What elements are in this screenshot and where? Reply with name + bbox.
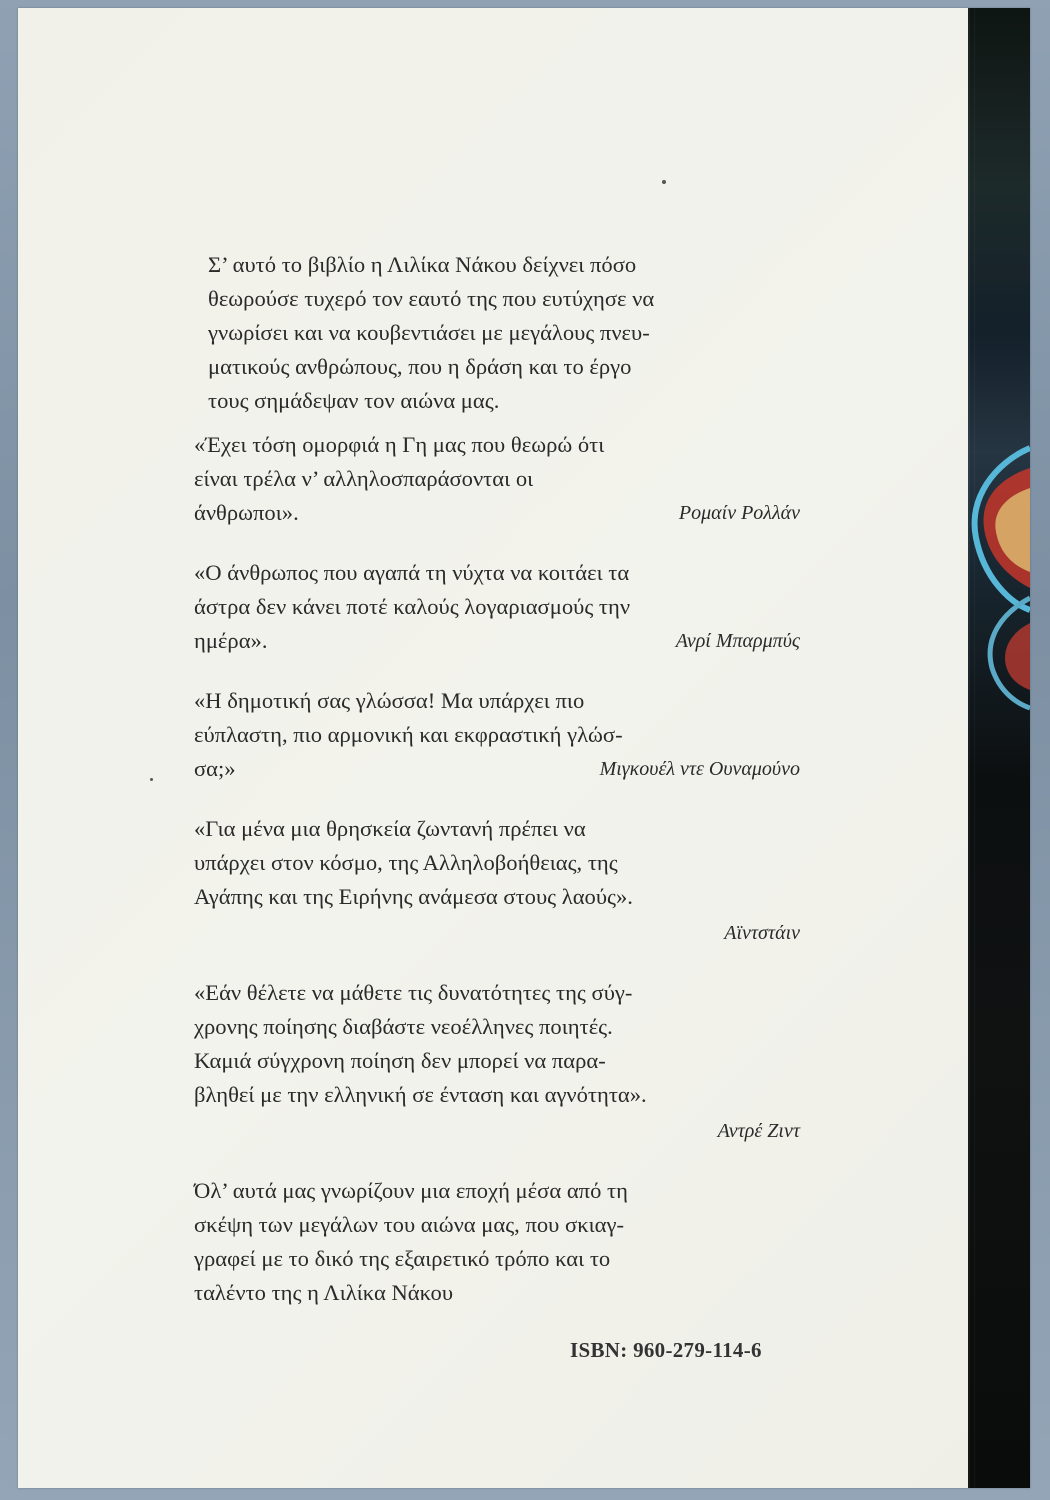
book-back-cover xyxy=(18,8,1030,1488)
quote-author: Αντρέ Ζιντ xyxy=(717,1120,800,1142)
quote-author: Μιγκουέλ ντε Ουναμούνο xyxy=(599,758,800,780)
quote-text: «Η δημοτική σας γλώσσα! Μα υπάρχει πιο εύπλαστη, πιο αρμονική και εκφραστική γλώσ- σα;» xyxy=(194,688,623,781)
quote-text: «Έχει τόση ομορφιά η Γη μας που θεωρώ ότι είναι τρέλα ν’ αλληλοσπαράσονται οι άνθρωποι». xyxy=(194,432,605,525)
paper-speck xyxy=(662,180,666,184)
quote-text: «Εάν θέλετε να μάθετε τις δυνατότητες της σύγ- χρονης ποίησης διαβάστε νεοέλληνες ποιητές. Καμιά σύγχρονη ποίηση δεν μπορεί να παρα- βληθεί με την ελληνική σε ένταση και αγνότητα». xyxy=(194,980,647,1107)
quote-text: «Για μένα μια θρησκεία ζωντανή πρέπει να υπάρχει στον κόσμο, της Αλληλοβοήθειας, της Αγάπης και της Ειρήνης ανάμεσα στους λαούς». xyxy=(194,816,633,909)
paper-speck xyxy=(150,778,153,781)
back-cover-text xyxy=(194,248,800,1310)
quote-block xyxy=(194,556,800,658)
isbn-label: ISBN: 960-279-114-6 xyxy=(570,1338,762,1362)
closing-paragraph: Όλ’ αυτά μας γνωρίζουν μια εποχή μέσα από τη σκέψη των μεγάλων του αιώνα μας, που σκιαγ- γραφεί με το δικό της εξαιρετικό τρόπο και το ταλέντο της η Λιλίκα Νάκου xyxy=(194,1178,628,1305)
quote-block xyxy=(194,812,800,950)
quote-author: Αϊντστάιν xyxy=(724,922,800,944)
quote-text: «Ο άνθρωπος που αγαπά τη νύχτα να κοιτάει τα άστρα δεν κάνει ποτέ καλούς λογαριασμούς την ημέρα». xyxy=(194,560,631,653)
quote-block xyxy=(194,976,800,1148)
spine-artwork-icon xyxy=(940,428,1030,728)
quote-author: Ανρί Μπαρμπύς xyxy=(675,630,800,652)
quote-block xyxy=(194,428,800,530)
quote-block xyxy=(194,684,800,786)
book-spine xyxy=(968,8,1030,1488)
quote-author: Ρομαίν Ρολλάν xyxy=(678,502,800,524)
intro-paragraph: Σ’ αυτό το βιβλίο η Λιλίκα Νάκου δείχνει πόσο θεωρούσε τυχερό τον εαυτό της που ευτύχησε να γνωρίσει και να κουβεντιάσει με μεγάλους πνευ- ματικούς ανθρώπους, που η δράση και το έργο τους σημάδεψαν τον αιώνα μας. xyxy=(208,252,655,413)
